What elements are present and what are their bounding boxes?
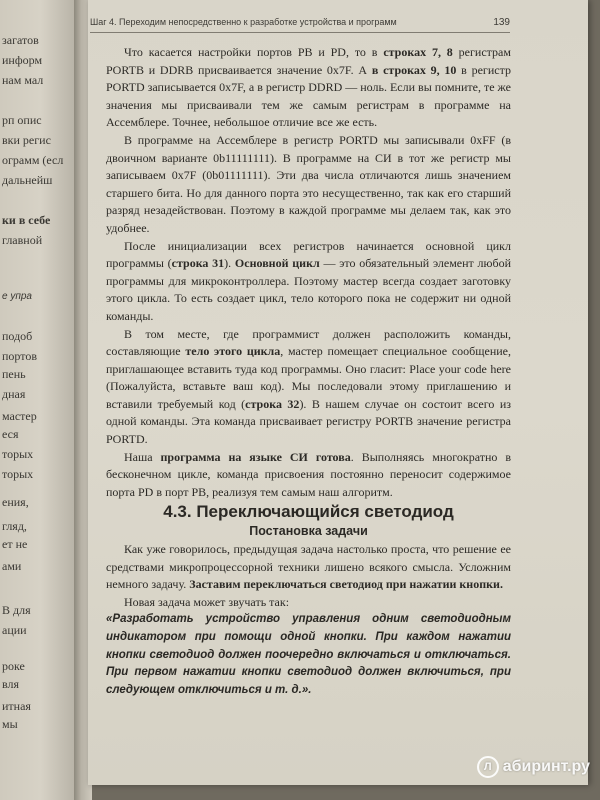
body-paragraph (106, 326, 511, 449)
running-title: Шаг 4. Переходим непосредственно к разработке устройства и программ (90, 17, 397, 27)
body-paragraph (106, 449, 511, 502)
text-run: Наша (124, 449, 161, 464)
left-page-fragment: торых (2, 467, 34, 481)
section-paragraph (106, 594, 511, 612)
left-page-fragment: ограмм (есл (2, 153, 64, 167)
task-quote: «Разработать устройство управления одним светодиодным индикатором при помощи одной кнопки. При каждом нажатии кнопки светодиод должен поочередно включаться и отключаться. При первом нажатии кнопки светодиод должен включиться, при следующем отключиться и т. д.». (106, 613, 511, 696)
left-page-fragment: нам мал (2, 73, 44, 87)
bold-text: строка 32 (245, 396, 300, 411)
left-page-fragment: е упра (2, 291, 32, 302)
body-paragraphs (106, 44, 511, 501)
left-page-fragment: мастер (2, 409, 37, 423)
text-run: В программе на Ассемблере в регистр PORTD мы записывали 0xFF (в двоичном варианте 0b11111111). В программе на СИ в тот же регистр мы записываем 0x7F (0b01111111). Эти два числа отличаются лишь значением старшего бита. Но для данного порта это несущественно, так как его старший разряд незадействован. Поэтому в каждой программе мы делаем так, как это удобнее. (106, 132, 511, 235)
left-page-fragment: ами (2, 559, 22, 573)
text-run: ). В нашем случае он состоит всего из одной команды. Эта команда присваивает регистру PORTB значение регистра PORTD. (106, 396, 512, 447)
bold-text: строках 7, 8 (383, 45, 453, 59)
left-page-fragment: дальнейш (2, 173, 53, 187)
left-page-fragment: гляд, (2, 519, 27, 533)
left-page-fragment: роке (2, 659, 25, 673)
bold-text: в строках 9, 10 (371, 62, 457, 77)
labirint-logo-icon: Л (477, 756, 499, 778)
left-page-fragment: итная (2, 699, 31, 713)
left-page-fragment: портов (2, 349, 38, 363)
bold-text: тело этого цикла (185, 344, 281, 359)
left-page-fragment: B для (2, 603, 31, 617)
text-run: Что касается настройки портов PB и PD, то в (124, 45, 384, 59)
left-page-fragment: рп опис (2, 113, 42, 127)
bold-text: программа на языке СИ готова (160, 449, 351, 464)
left-page-fragment: ения, (2, 495, 29, 509)
text-run: в регистр PORTD записывается 0x7F, а в регистр DDRD — ноль. Если вы помните, те же значения мы присваивали тем же самым регистрам в программе на Ассемблере. Точнее, небольшое отличие все же есть. (106, 62, 511, 130)
text-run: Новая задача может звучать так: (124, 594, 290, 609)
left-page-edge (0, 0, 74, 800)
page-header (90, 14, 510, 33)
left-page-fragment: пень (2, 367, 26, 381)
text-run: В том месте, где программист должен расположить команды, составляющие (106, 326, 511, 359)
section-title: 4.3. Переключающийся светодиод (163, 502, 454, 522)
left-page-fragment: торых (2, 447, 34, 461)
labirint-watermark (477, 756, 590, 778)
left-page-fragment: мы (2, 717, 18, 731)
left-page-fragment: еся (2, 427, 19, 441)
body-paragraph (106, 132, 511, 238)
section-paragraphs (106, 541, 511, 611)
page-number: 139 (493, 16, 510, 28)
left-page-fragment: ки в себе (2, 213, 51, 227)
bold-text: Основной цикл (234, 256, 320, 271)
bold-text: Заставим переключаться светодиод при нажатии кнопки. (189, 577, 503, 592)
left-page-fragment: ации (2, 623, 27, 637)
left-page-fragment: информ (2, 53, 43, 67)
left-page-fragment: вля (2, 677, 20, 691)
bold-text: строка 31 (171, 256, 225, 271)
body-paragraph (106, 238, 511, 326)
text-run: ). (224, 256, 235, 271)
left-page-fragment: вки регис (2, 133, 51, 147)
left-page-fragment: ет не (2, 537, 28, 551)
text-run: После инициализации всех регистров начинается основной цикл программы ( (106, 238, 511, 271)
watermark-text: абиринт.ру (502, 758, 590, 775)
left-page-fragment: дная (2, 387, 26, 401)
text-run: — это обязательный элемент любой программы для микроконтроллера. Поэтому мастер всегда создает заготовку этого цикла. То есть создает цикл, тело которого пока не содержит ни одной команды. (106, 256, 512, 323)
text-run: Как уже говорилось, предыдущая задача настолько проста, что решение ее средствами микропроцессорной техники лишено всякого смысла. Усложним немного задачу. (106, 542, 511, 592)
text-run: . Выполняясь многократно в бесконечном цикле, команда присвоения постоянно переносит содержимое порта PD в порт PB, реализуя тем самым наш алгоритм. (106, 449, 511, 499)
text-run: , мастер помещает специальное сообщение, приглашающее вставить туда код программы. Оно гласит: Place your code here (Пожалуйста, вставьте ваш код). Мы последовали этому приглашению и вставили требуемый код ( (106, 344, 512, 411)
body-paragraph (106, 44, 511, 132)
subsection-title: Постановка задачи (249, 524, 368, 539)
page-body (106, 44, 511, 699)
left-page-fragment: главной (2, 233, 43, 247)
text-run: регистрам PORTB и DDRB присваивается значение 0x7F. А (106, 45, 511, 77)
section-paragraph (106, 541, 511, 594)
left-page-fragment: подоб (2, 329, 33, 343)
book-page (88, 0, 588, 785)
left-page-fragment: загатов (2, 33, 39, 47)
